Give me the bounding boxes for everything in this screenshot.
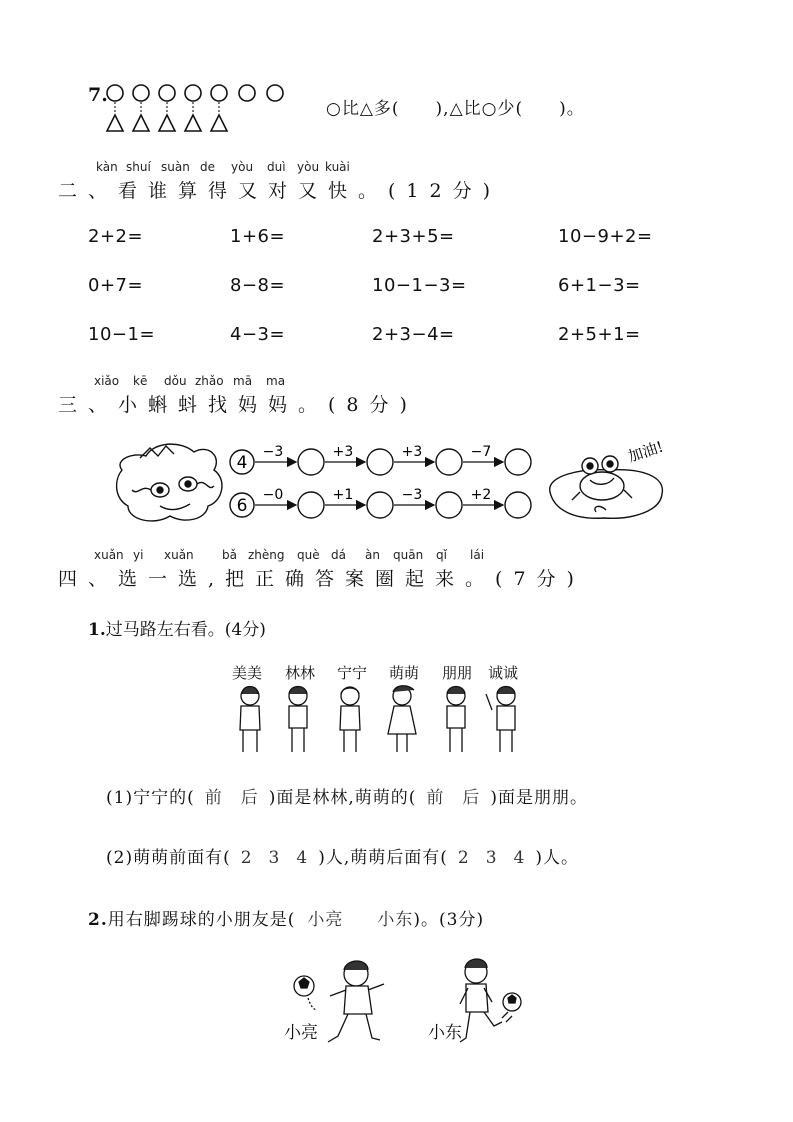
child-figure (388, 686, 416, 752)
section-3-title: 三、小蝌蚪找妈妈。(8分) (58, 394, 418, 416)
pinyin: duì (267, 160, 286, 174)
sentence-part: )面是林林,萌萌的( (268, 788, 417, 808)
chain1-op: −7 (470, 444, 492, 460)
pinyin: xuǎn (94, 548, 124, 562)
choice-option[interactable]: 2 (240, 848, 253, 868)
chain2-start: 6 (236, 496, 248, 516)
pinyin: kàn (96, 160, 118, 174)
section-2-title: 二、看谁算得又对又快。(12分) (58, 180, 502, 202)
pinyin: quān (393, 548, 424, 562)
pinyin: dá (331, 548, 346, 562)
section-4-title: 四、选一选,把正确答案圈起来。(7分) (58, 568, 585, 590)
sentence-part: )面是朋朋。 (490, 788, 589, 808)
section-4-pinyin (0, 548, 793, 564)
pinyin: mā (233, 374, 253, 388)
circle-shape (107, 85, 123, 101)
children-row-figure (232, 684, 532, 758)
math-problem: 2+2= (88, 226, 144, 247)
child-figure (486, 687, 515, 753)
answer-circle (298, 449, 324, 475)
pinyin: xiǎo (94, 374, 120, 388)
chain2-op: +2 (470, 487, 492, 503)
question-2-line (88, 905, 484, 930)
choice-option[interactable]: 2 (457, 848, 470, 868)
answer-circle (367, 492, 393, 518)
chain2-op: −3 (401, 487, 423, 503)
section-3-pinyin (0, 374, 793, 390)
choice-option-xiaoliang[interactable]: 小亮 (307, 910, 344, 930)
circle-shape (133, 85, 149, 101)
circle-shape (159, 85, 175, 101)
child-name: 宁宁 (337, 664, 368, 682)
pinyin: kē (133, 374, 148, 388)
frog-lilypad-icon (550, 456, 663, 518)
child-figure (340, 687, 360, 752)
sentence-part: )。(3分) (413, 910, 485, 930)
pinyin: què (297, 548, 320, 562)
math-problem: 10−1−3= (372, 275, 467, 296)
frog-cheer-text: 加油! (625, 437, 666, 466)
math-problem: 10−1= (88, 324, 156, 345)
choice-option-back[interactable]: 后 (240, 788, 259, 808)
chain2-op: −0 (262, 487, 284, 503)
sentence-part: )人,萌萌后面有( (318, 848, 448, 868)
choice-option[interactable]: 3 (268, 848, 281, 868)
choice-option[interactable]: 3 (485, 848, 498, 868)
circle-shape (185, 85, 201, 101)
child-name: 林林 (285, 664, 316, 682)
circles-triangles-figure (104, 82, 294, 136)
answer-circle (436, 492, 462, 518)
pinyin: qǐ (436, 548, 447, 562)
child-name: 萌萌 (389, 664, 420, 682)
child-figure (447, 687, 465, 753)
pinyin: ma (266, 374, 286, 388)
soccer-ball-icon (503, 993, 521, 1011)
math-problem: 2+3+5= (372, 226, 455, 247)
circle-shape (211, 85, 227, 101)
label-xiaodong: 小东 (428, 1023, 462, 1043)
choice-option[interactable]: 4 (296, 848, 309, 868)
pinyin: àn (365, 548, 380, 562)
math-problem: 0+7= (88, 275, 144, 296)
label-xiaoliang: 小亮 (284, 1023, 318, 1043)
choice-option-xiaodong[interactable]: 小东 (377, 910, 414, 930)
pinyin: xuǎn (164, 548, 194, 562)
pinyin: yòu (231, 160, 254, 174)
sentence-part: (2)萌萌前面有( (106, 848, 231, 868)
answer-circle (505, 492, 531, 518)
triangle-shape (133, 115, 149, 131)
child-figure (289, 687, 307, 753)
sentence-part: )人。 (535, 848, 579, 868)
math-problem: 2+3−4= (372, 324, 455, 345)
pinyin: bǎ (222, 548, 237, 562)
sentence-part: 用右脚踢球的小朋友是( (107, 910, 296, 930)
math-problem: 2+5+1= (558, 324, 641, 345)
choice-option-back[interactable]: 后 (462, 788, 481, 808)
choice-option[interactable]: 4 (513, 848, 526, 868)
pinyin: lái (470, 548, 485, 562)
circle-shape (239, 85, 255, 101)
chain1-start: 4 (236, 453, 248, 473)
chain1-op: +3 (332, 444, 354, 460)
answer-circle (505, 449, 531, 475)
math-problem: 1+6= (230, 226, 286, 247)
pinyin: yòu (297, 160, 320, 174)
chain2-op: +1 (332, 487, 354, 503)
boy-xiaodong-figure (460, 959, 502, 1042)
chain1-op: −3 (262, 444, 284, 460)
circle-shape (267, 85, 283, 101)
triangle-shape (211, 115, 227, 131)
question-1-title: 过马路左右看。(4分) (105, 620, 266, 640)
pinyin: dǒu (164, 374, 187, 388)
answer-circle (436, 449, 462, 475)
soccer-ball-icon (294, 976, 314, 996)
math-problem: 6+1−3= (558, 275, 641, 296)
pinyin: zhǎo (195, 374, 224, 388)
pinyin: zhèng (248, 548, 285, 562)
math-problem: 4−3= (230, 324, 286, 345)
child-name: 诚诚 (488, 664, 519, 682)
children-names (0, 662, 793, 682)
pinyin: shuí (126, 160, 151, 174)
question-1-part-1 (106, 783, 588, 808)
question-2-number: 2. (88, 910, 108, 930)
pinyin: de (200, 160, 215, 174)
kicking-children-figure (280, 952, 540, 1052)
math-problem: 10−9+2= (558, 226, 653, 247)
child-figure (240, 687, 260, 753)
boy-xiaoliang-figure (328, 961, 384, 1042)
section-2-pinyin (0, 160, 793, 176)
tadpole-pond-icon (117, 444, 222, 521)
answer-circle (367, 449, 393, 475)
question-1-number: 1. (88, 620, 106, 640)
triangle-shape (107, 115, 123, 131)
choice-option-front[interactable]: 前 (426, 788, 445, 808)
answer-circle (298, 492, 324, 518)
pinyin: kuài (325, 160, 350, 174)
question-7-number: 7. (88, 84, 108, 106)
triangle-shape (159, 115, 175, 131)
question-1-part-2 (106, 843, 579, 868)
child-name: 朋朋 (442, 664, 473, 682)
child-name: 美美 (232, 664, 263, 682)
choice-option-front[interactable]: 前 (204, 788, 223, 808)
sentence-part: (1)宁宁的( (106, 788, 195, 808)
question-7-text: ○比△多( ),△比○少( )。 (326, 99, 585, 119)
pinyin: yi (133, 548, 144, 562)
math-problem: 8−8= (230, 275, 286, 296)
tadpole-chain-figure (110, 432, 670, 532)
chain1-op: +3 (401, 444, 423, 460)
pinyin: suàn (161, 160, 190, 174)
question-1-heading (88, 615, 266, 640)
triangle-shape (185, 115, 201, 131)
